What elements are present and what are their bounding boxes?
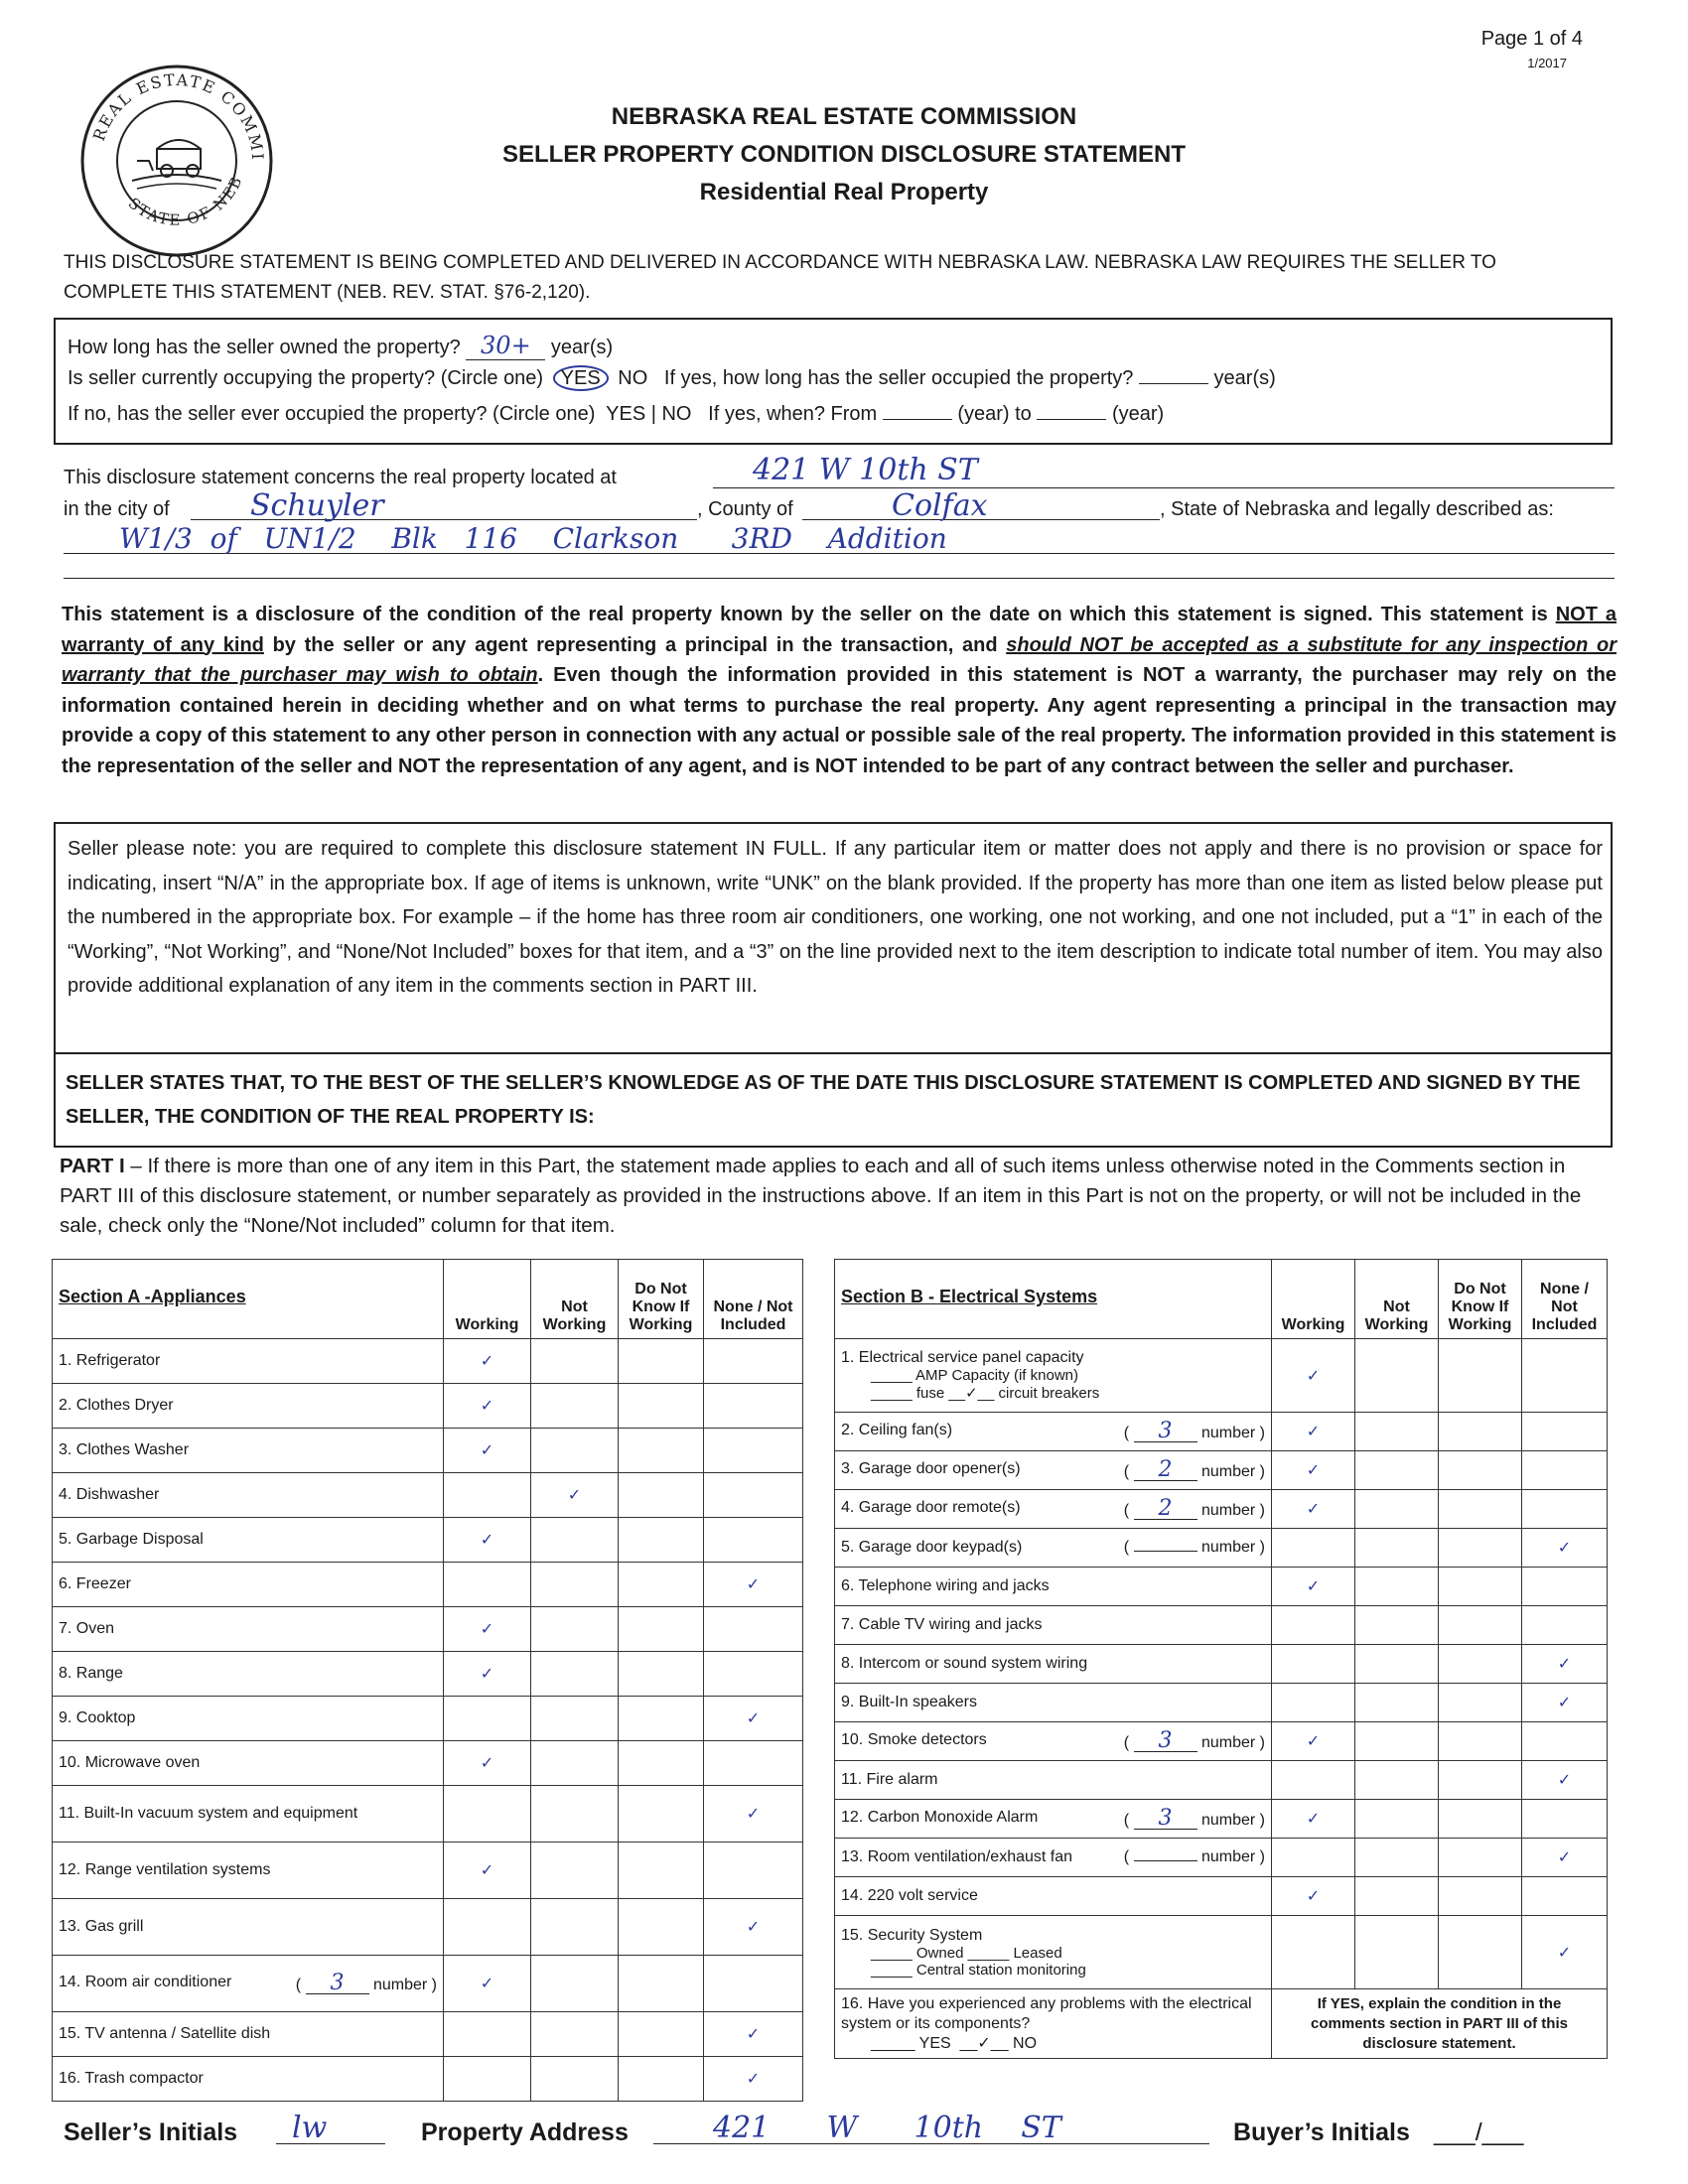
not-working-checkbox[interactable] — [1355, 1722, 1439, 1761]
dont-know-checkbox[interactable] — [1439, 1684, 1522, 1722]
page-label: Page 1 of 4 — [1480, 28, 1583, 50]
table-row — [53, 1607, 803, 1652]
dont-know-checkbox[interactable] — [1439, 1529, 1522, 1568]
none-checkbox[interactable]: ✓ — [704, 2012, 803, 2057]
dont-know-checkbox[interactable] — [619, 1607, 704, 1652]
not-working-checkbox[interactable] — [1355, 1606, 1439, 1645]
not-working-checkbox[interactable] — [531, 1518, 619, 1563]
item-count-field[interactable]: 3 — [1134, 1731, 1197, 1752]
dont-know-checkbox[interactable] — [619, 1518, 704, 1563]
table-row — [53, 1697, 803, 1741]
form-title-line1: NEBRASKA REAL ESTATE COMMISSION — [611, 103, 1077, 130]
seller-states-heading: SELLER STATES THAT, TO THE BEST OF THE SELLER’S KNOWLEDGE AS OF THE DATE THIS DISCLOSURE STATEMENT IS COMPLETED AND SIGNED BY THE SELLER, THE CONDITION OF THE REAL PROPERTY IS: — [66, 1072, 1581, 1128]
item-sub-line[interactable]: _____ Central station monitoring — [871, 1961, 1086, 1979]
city-field[interactable]: Schuyler — [191, 488, 697, 520]
seller-states-box — [54, 1052, 1613, 1148]
dont-know-checkbox[interactable] — [1439, 1606, 1522, 1645]
item-label: 5. Garbage Disposal — [53, 1518, 444, 1563]
item-label: 12. Carbon Monoxide Alarm ( 3 number ) — [835, 1800, 1272, 1839]
item-label: 11. Built-In vacuum system and equipment — [53, 1786, 444, 1843]
table-row — [53, 1843, 803, 1899]
item-label: 12. Range ventilation systems — [53, 1843, 444, 1899]
none-checkbox[interactable]: ✓ — [704, 1697, 803, 1741]
none-checkbox[interactable]: ✓ — [1522, 1761, 1608, 1800]
dont-know-checkbox[interactable] — [619, 1741, 704, 1786]
not-working-checkbox[interactable] — [1355, 1339, 1439, 1413]
col-dont-know: Do Not Know If Working — [1439, 1260, 1522, 1339]
item-label: 1. Refrigerator — [53, 1339, 444, 1384]
seller-initials-label: Seller’s Initials — [64, 2118, 238, 2146]
dont-know-checkbox[interactable] — [619, 1697, 704, 1741]
working-checkbox[interactable] — [1272, 1761, 1355, 1800]
item-sub-line[interactable]: _____ Owned _____ Leased — [871, 1944, 1062, 1962]
item-label: 13. Gas grill — [53, 1899, 444, 1956]
table-row — [835, 1645, 1608, 1684]
item-label: 6. Freezer — [53, 1563, 444, 1607]
none-checkbox[interactable] — [1522, 1413, 1608, 1451]
none-checkbox[interactable] — [704, 1843, 803, 1899]
not-working-checkbox[interactable] — [531, 1956, 619, 2012]
none-checkbox[interactable]: ✓ — [1522, 1916, 1608, 1989]
not-working-checkbox[interactable] — [1355, 1413, 1439, 1451]
working-checkbox[interactable] — [1272, 1684, 1355, 1722]
intro-line2: COMPLETE THIS STATEMENT (NEB. REV. STAT. §76-2,120). — [64, 282, 591, 303]
working-checkbox[interactable]: ✓ — [444, 1384, 531, 1429]
item-count-field[interactable]: 3 — [1134, 1809, 1197, 1830]
table-row — [53, 1741, 803, 1786]
not-working-checkbox[interactable] — [531, 1843, 619, 1899]
dont-know-checkbox[interactable] — [619, 1429, 704, 1473]
table-row — [53, 1563, 803, 1607]
svg-text:REAL ESTATE COMMISSION: REAL ESTATE COMMI — [88, 69, 268, 163]
location-line1: This disclosure statement concerns the real property located at — [64, 467, 617, 488]
dont-know-checkbox[interactable] — [619, 1473, 704, 1518]
none-checkbox[interactable] — [704, 1384, 803, 1429]
col-working: Working — [1272, 1260, 1355, 1339]
table-row — [53, 1956, 803, 2012]
not-working-checkbox[interactable] — [531, 1697, 619, 1741]
not-working-checkbox[interactable] — [1355, 1490, 1439, 1529]
col-working: Working — [444, 1260, 531, 1339]
table-row — [835, 1451, 1608, 1490]
item-count-field[interactable]: 3 — [1134, 1422, 1197, 1442]
not-working-checkbox[interactable] — [1355, 1800, 1439, 1839]
item-label: 2. Clothes Dryer — [53, 1384, 444, 1429]
none-checkbox[interactable]: ✓ — [704, 1899, 803, 1956]
working-checkbox[interactable] — [1272, 1645, 1355, 1684]
dont-know-checkbox[interactable] — [1439, 1722, 1522, 1761]
not-working-checkbox[interactable] — [531, 1384, 619, 1429]
dont-know-checkbox[interactable] — [619, 1339, 704, 1384]
item-sub-line[interactable]: _____ AMP Capacity (if known) — [871, 1367, 1078, 1384]
legal-description-field[interactable]: W1/3 of UN1/2 Blk 116 Clarkson 3RD Addition — [64, 522, 1615, 554]
table-row — [53, 1429, 803, 1473]
property-address-label: Property Address — [421, 2118, 629, 2146]
dont-know-checkbox[interactable] — [619, 2057, 704, 2102]
working-checkbox[interactable] — [444, 1563, 531, 1607]
dont-know-checkbox[interactable] — [1439, 1339, 1522, 1413]
dont-know-checkbox[interactable] — [1439, 1568, 1522, 1606]
buyer-initials-field[interactable]: ___/___ — [1434, 2118, 1524, 2146]
working-checkbox[interactable] — [444, 1697, 531, 1741]
none-checkbox[interactable]: ✓ — [704, 2057, 803, 2102]
table-row — [835, 1761, 1608, 1800]
working-checkbox[interactable]: ✓ — [1272, 1490, 1355, 1529]
section-a-title: Section A -Appliances — [53, 1260, 444, 1339]
yes-circled-option[interactable]: YES — [553, 365, 609, 391]
to-year-field[interactable] — [1037, 419, 1106, 420]
table-row — [835, 1839, 1608, 1877]
none-checkbox[interactable] — [704, 1429, 803, 1473]
working-checkbox[interactable]: ✓ — [444, 1429, 531, 1473]
item-label: 2. Ceiling fan(s) ( 3 number ) — [835, 1413, 1272, 1451]
electrical-problems-question: 16. Have you experienced any problems with the electrical system or its components? _____ YES __✓__ NO — [835, 1989, 1272, 2059]
dont-know-checkbox[interactable] — [619, 1652, 704, 1697]
col-not-working: Not Working — [1355, 1260, 1439, 1339]
item-label: 13. Room ventilation/exhaust fan ( number ) — [835, 1839, 1272, 1877]
footer-bar — [64, 2111, 1632, 2150]
not-working-checkbox[interactable] — [531, 1741, 619, 1786]
working-checkbox[interactable] — [444, 2012, 531, 2057]
item-label: 15. Security System _____ Owned _____ Leased _____ Central station monitoring — [835, 1916, 1272, 1989]
working-checkbox[interactable]: ✓ — [444, 1956, 531, 2012]
item-label: 10. Microwave oven — [53, 1741, 444, 1786]
dont-know-checkbox[interactable] — [1439, 1916, 1522, 1989]
item-label: 5. Garage door keypad(s) ( number ) — [835, 1529, 1272, 1568]
none-checkbox[interactable] — [1522, 1877, 1608, 1916]
not-working-checkbox[interactable] — [531, 2057, 619, 2102]
dont-know-checkbox[interactable] — [1439, 1761, 1522, 1800]
table-row — [835, 1684, 1608, 1722]
item-label: 14. Room air conditioner ( 3 number ) — [53, 1956, 444, 2012]
working-checkbox[interactable]: ✓ — [1272, 1800, 1355, 1839]
none-checkbox[interactable] — [704, 1607, 803, 1652]
item-count-field[interactable]: 2 — [1134, 1460, 1197, 1481]
owned-years-field[interactable]: 30+ — [466, 332, 545, 360]
item-label: 1. Electrical service panel capacity _____ AMP Capacity (if known) _____ fuse __✓__ circuit breakers — [835, 1339, 1272, 1413]
dont-know-checkbox[interactable] — [1439, 1877, 1522, 1916]
item-label: 10. Smoke detectors ( 3 number ) — [835, 1722, 1272, 1761]
dont-know-checkbox[interactable] — [619, 1786, 704, 1843]
none-checkbox[interactable]: ✓ — [1522, 1839, 1608, 1877]
not-working-checkbox[interactable] — [1355, 1451, 1439, 1490]
disclosure-statement-paragraph: This statement is a disclosure of the condition of the real property known by the seller on the date on which this statement is signed. This statement is NOT a warranty of any kind by the seller or any agent representing a principal in the transaction, and should NOT be accepted as a substitute for any inspection or warranty that the purchaser may wish to obtain. Even though the information provided in this statement is NOT a warranty, the purchaser may rely on the information contained herein in deciding whether and on what terms to purchase the real property. Any agent representing a principal in the transaction may provide a copy of this statement to any other person in connection with any actual or possible sale of the real property. The information provided in this statement is the representation of the seller and NOT the representation of any agent, and is NOT intended to be part of any contract between the seller and purchaser. — [62, 604, 1617, 777]
working-checkbox[interactable]: ✓ — [1272, 1568, 1355, 1606]
item-label: 15. TV antenna / Satellite dish — [53, 2012, 444, 2057]
seller-initials-field[interactable]: lw — [276, 2111, 385, 2144]
none-checkbox[interactable] — [1522, 1722, 1608, 1761]
section-b-title: Section B - Electrical Systems — [835, 1260, 1272, 1339]
table-row — [53, 1384, 803, 1429]
not-working-checkbox[interactable] — [531, 1563, 619, 1607]
not-working-checkbox[interactable] — [1355, 1645, 1439, 1684]
item-label: 3. Garage door opener(s) ( 2 number ) — [835, 1451, 1272, 1490]
item-label: 14. 220 volt service — [835, 1877, 1272, 1916]
table-row — [835, 1916, 1608, 1989]
yes-no-options[interactable]: YES | NO — [606, 403, 692, 425]
not-working-checkbox[interactable] — [531, 1607, 619, 1652]
table-row — [835, 1339, 1608, 1413]
item-label: 9. Cooktop — [53, 1697, 444, 1741]
section-a-appliances-table — [52, 1259, 803, 2102]
dont-know-checkbox[interactable] — [619, 1956, 704, 2012]
table-row — [835, 1606, 1608, 1645]
none-checkbox[interactable] — [1522, 1490, 1608, 1529]
not-working-checkbox[interactable] — [1355, 1839, 1439, 1877]
dont-know-checkbox[interactable] — [1439, 1413, 1522, 1451]
form-title-line3: Residential Real Property — [699, 179, 989, 205]
from-year-field[interactable] — [883, 419, 952, 420]
none-checkbox[interactable]: ✓ — [1522, 1684, 1608, 1722]
seller-note-text: Seller please note: you are required to complete this disclosure statement IN FULL. If any particular item or matter does not apply and there is no provision or space for indicating, insert “N/A” in the appropriate box. If age of items is unknown, write “UNK” on the blank provided. If the property has more than one item as listed below please put the numbered in the appropriate box. For example – if the home has three room air conditioners, one working, one not working, and one not included, put a “1” in each of the “Working”, “Not Working”, and “None/Not Included” boxes for that item, and a “3” on the line provided next to the item description to indicate total number of item. You may also provide additional explanation of any item in the comments section in PART III. — [68, 838, 1603, 997]
svg-text:STATE OF NEBRASKA: STATE OF NEB — [124, 172, 247, 229]
working-checkbox[interactable]: ✓ — [444, 1339, 531, 1384]
not-working-checkbox[interactable] — [1355, 1684, 1439, 1722]
table-row — [53, 2012, 803, 2057]
item-count-field[interactable]: 3 — [306, 1974, 369, 1994]
item-count-field[interactable]: 2 — [1134, 1499, 1197, 1520]
form-title-line2: SELLER PROPERTY CONDITION DISCLOSURE STATEMENT — [501, 141, 1187, 168]
dont-know-checkbox[interactable] — [1439, 1839, 1522, 1877]
occupying-question: Is seller currently occupying the property? (Circle one) YES NO If yes, how long has the seller occupied the property? year(s) — [68, 367, 1276, 389]
working-checkbox[interactable] — [1272, 1839, 1355, 1877]
table-row — [53, 1339, 803, 1384]
table-row — [835, 1877, 1608, 1916]
working-checkbox[interactable] — [444, 1473, 531, 1518]
dont-know-checkbox[interactable] — [1439, 1490, 1522, 1529]
table-row — [53, 1518, 803, 1563]
city-label: in the city of — [64, 498, 170, 520]
dont-know-checkbox[interactable] — [1439, 1800, 1522, 1839]
not-working-checkbox[interactable] — [1355, 1529, 1439, 1568]
property-address-field[interactable]: 421 W 10th ST — [713, 453, 1615, 488]
item-label: 3. Clothes Washer — [53, 1429, 444, 1473]
item-label: 16. Trash compactor — [53, 2057, 444, 2102]
section-b-electrical-table — [834, 1259, 1608, 2059]
working-checkbox[interactable] — [1272, 1606, 1355, 1645]
buyer-initials-label: Buyer’s Initials — [1233, 2118, 1410, 2146]
working-checkbox[interactable]: ✓ — [1272, 1339, 1355, 1413]
not-working-checkbox[interactable] — [531, 2012, 619, 2057]
table-row — [835, 1529, 1608, 1568]
not-working-checkbox[interactable] — [1355, 1568, 1439, 1606]
dont-know-checkbox[interactable] — [619, 1843, 704, 1899]
col-dont-know: Do Not Know If Working — [619, 1260, 704, 1339]
not-working-checkbox[interactable] — [531, 1429, 619, 1473]
none-checkbox[interactable] — [1522, 1451, 1608, 1490]
item-label: 8. Intercom or sound system wiring — [835, 1645, 1272, 1684]
state-legal-label: , State of Nebraska and legally described as: — [1160, 498, 1554, 520]
working-checkbox[interactable]: ✓ — [1272, 1413, 1355, 1451]
working-checkbox[interactable]: ✓ — [1272, 1451, 1355, 1490]
none-checkbox[interactable] — [704, 1652, 803, 1697]
footer-address-field[interactable]: 421 W 10th ST — [653, 2111, 1209, 2144]
working-checkbox[interactable]: ✓ — [444, 1843, 531, 1899]
none-checkbox[interactable] — [1522, 1568, 1608, 1606]
col-none: None / Not Included — [704, 1260, 803, 1339]
item-label: 4. Dishwasher — [53, 1473, 444, 1518]
table-row — [835, 1800, 1608, 1839]
item-count-field[interactable] — [1134, 1860, 1197, 1861]
owned-duration-question: How long has the seller owned the property? 30+ year(s) — [68, 332, 614, 359]
item-label: 8. Range — [53, 1652, 444, 1697]
county-field[interactable]: Colfax — [802, 488, 1160, 520]
not-working-checkbox[interactable] — [1355, 1761, 1439, 1800]
working-checkbox[interactable] — [444, 1786, 531, 1843]
none-checkbox[interactable] — [704, 1518, 803, 1563]
dont-know-checkbox[interactable] — [1439, 1451, 1522, 1490]
not-working-checkbox[interactable] — [531, 1899, 619, 1956]
table-row — [835, 1568, 1608, 1606]
dont-know-checkbox[interactable] — [619, 2012, 704, 2057]
working-checkbox[interactable] — [1272, 1529, 1355, 1568]
not-working-checkbox[interactable] — [1355, 1877, 1439, 1916]
item-count-field[interactable] — [1134, 1551, 1197, 1552]
intro-line1: THIS DISCLOSURE STATEMENT IS BEING COMPLETED AND DELIVERED IN ACCORDANCE WITH NEBRASKA LAW. NEBRASKA LAW REQUIRES THE SELLER TO — [64, 252, 1496, 273]
ever-occupied-question: If no, has the seller ever occupied the property? (Circle one) YES | NO If yes, when? From (year) to (year) — [68, 403, 1165, 425]
item-label: 7. Cable TV wiring and jacks — [835, 1606, 1272, 1645]
table-row — [53, 2057, 803, 2102]
working-checkbox[interactable]: ✓ — [1272, 1722, 1355, 1761]
none-checkbox[interactable] — [704, 1741, 803, 1786]
q16-yes-option[interactable]: _____ YES — [871, 2034, 951, 2052]
none-checkbox[interactable] — [704, 1956, 803, 2012]
item-label: 6. Telephone wiring and jacks — [835, 1568, 1272, 1606]
q16-note: If YES, explain the condition in the comments section in PART III of this disclosure statement. — [1272, 1989, 1608, 2059]
col-not-working: Not Working — [531, 1260, 619, 1339]
none-checkbox[interactable] — [704, 1339, 803, 1384]
not-working-checkbox[interactable] — [1355, 1916, 1439, 1989]
none-checkbox[interactable]: ✓ — [1522, 1645, 1608, 1684]
working-checkbox[interactable]: ✓ — [444, 1741, 531, 1786]
occupied-years-field[interactable] — [1139, 383, 1208, 384]
dont-know-checkbox[interactable] — [619, 1384, 704, 1429]
table-row — [835, 1413, 1608, 1451]
table-row — [53, 1786, 803, 1843]
item-label: 11. Fire alarm — [835, 1761, 1272, 1800]
table-row — [53, 1652, 803, 1697]
table-row — [835, 1490, 1608, 1529]
none-checkbox[interactable]: ✓ — [704, 1563, 803, 1607]
table-row — [835, 1722, 1608, 1761]
table-row — [53, 1473, 803, 1518]
none-checkbox[interactable] — [1522, 1606, 1608, 1645]
item-label: 4. Garage door remote(s) ( 2 number ) — [835, 1490, 1272, 1529]
working-checkbox[interactable]: ✓ — [444, 1518, 531, 1563]
county-label: , County of — [697, 498, 793, 520]
working-checkbox[interactable]: ✓ — [444, 1652, 531, 1697]
col-none: None / Not Included — [1522, 1260, 1608, 1339]
dont-know-checkbox[interactable] — [619, 1899, 704, 1956]
not-working-checkbox[interactable] — [531, 1339, 619, 1384]
working-checkbox[interactable]: ✓ — [1272, 1877, 1355, 1916]
dont-know-checkbox[interactable] — [619, 1563, 704, 1607]
ownership-box — [54, 318, 1613, 445]
working-checkbox[interactable] — [444, 2057, 531, 2102]
legal-description-line2[interactable] — [64, 578, 1615, 579]
none-checkbox[interactable]: ✓ — [1522, 1529, 1608, 1568]
none-checkbox[interactable]: ✓ — [704, 1786, 803, 1843]
part1-intro: PART I – If there is more than one of any item in this Part, the statement made applies to each and all of such items unless otherwise noted in the Comments section in PART III of this disclosure statement, or number separately as provided in the instructions above. If an item in this Part is not on the property, or will not be included in the sale, check only the “None/Not included” column for that item. — [60, 1155, 1582, 1237]
revision-date: 1/2017 — [1527, 56, 1567, 70]
none-checkbox[interactable] — [1522, 1339, 1608, 1413]
not-working-checkbox[interactable]: ✓ — [531, 1473, 619, 1518]
item-label: 7. Oven — [53, 1607, 444, 1652]
not-working-checkbox[interactable] — [531, 1652, 619, 1697]
item-sub-line[interactable]: _____ fuse __✓__ circuit breakers — [871, 1385, 1100, 1402]
dont-know-checkbox[interactable] — [1439, 1645, 1522, 1684]
working-checkbox[interactable]: ✓ — [444, 1607, 531, 1652]
working-checkbox[interactable] — [444, 1899, 531, 1956]
working-checkbox[interactable] — [1272, 1916, 1355, 1989]
not-working-checkbox[interactable] — [531, 1786, 619, 1843]
no-option[interactable]: NO — [618, 367, 648, 389]
item-label: 9. Built-In speakers — [835, 1684, 1272, 1722]
none-checkbox[interactable] — [1522, 1800, 1608, 1839]
none-checkbox[interactable] — [704, 1473, 803, 1518]
table-row — [53, 1899, 803, 1956]
q16-no-option[interactable]: __✓__ NO — [959, 2034, 1038, 2052]
